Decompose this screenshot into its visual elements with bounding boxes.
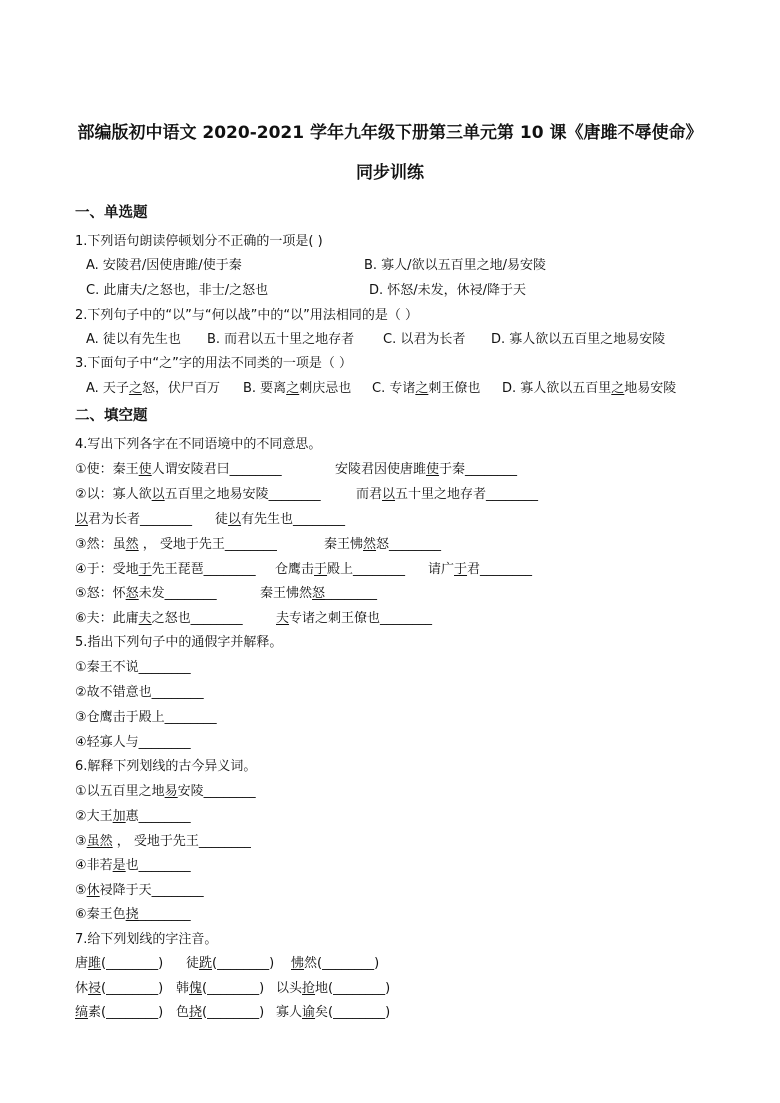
q6-item: ⑥秦王色挠________ — [75, 907, 191, 922]
q3-option-d: D. 寡人欲以五百里之地易安陵 — [502, 381, 677, 396]
q4-item: ③然：虽然 ， 受地于先王________ — [75, 537, 277, 552]
q5-item: ③仓鹰击于殿上________ — [75, 710, 217, 725]
q4-item: ④于：受地于先王琵琶________ — [75, 562, 256, 577]
q5-item: ①秦王不说________ — [75, 660, 191, 675]
q4-item: ①使：秦王使人谓安陵君曰________ — [75, 462, 282, 477]
q4-item: 请广于君________ — [428, 562, 533, 577]
q2-option-c: C. 以君为长者 — [383, 332, 466, 347]
q4-item: 秦王怫然怒________ — [324, 537, 442, 552]
q4-item: ⑤怒：怀怒未发________ — [75, 586, 217, 601]
q4-item: 秦王怫然怒________ — [260, 586, 378, 601]
q2-option-a: A. 徒以有先生也 — [86, 332, 181, 347]
q7-item: 休祲(________) — [75, 981, 164, 996]
q7-item: 以头抢地(________) — [276, 981, 391, 996]
q1-option-c: C. 此庸夫/之怒也，非士/之怒也 — [86, 283, 269, 298]
q4-item: 以君为长者________ — [75, 512, 193, 527]
q7-item: 缟素(________) — [75, 1005, 164, 1020]
q6-item: ①以五百里之地易安陵________ — [75, 784, 256, 799]
q5-item: ②故不错意也________ — [75, 685, 204, 700]
q2-option-b: B. 而君以五十里之地存者 — [207, 332, 355, 347]
q6-item: ④非若是也________ — [75, 858, 191, 873]
q6-item: ②大王加惠________ — [75, 809, 191, 824]
q7-item: 寡人谕矣(________) — [276, 1005, 391, 1020]
q6-item: ③虽然 ， 受地于先王________ — [75, 834, 251, 849]
q4-item: 徒以有先生也________ — [215, 512, 346, 527]
q4-item: 安陵君因使唐雎使于秦________ — [335, 462, 518, 477]
q3-stem: 3.下面句子中“之”字的用法不同类的一项是（ ） — [75, 356, 353, 371]
q5-stem: 5.指出下列句子中的通假字并解释。 — [75, 635, 283, 650]
q5-item: ④轻寡人与________ — [75, 735, 191, 750]
q7-item: 唐雎(________) — [75, 956, 164, 971]
q1-option-b: B. 寡人/欲以五百里之地/易安陵 — [364, 258, 546, 273]
q7-stem: 7.给下列划线的字注音。 — [75, 932, 218, 947]
q4-item: 夫专诸之刺王僚也________ — [276, 611, 433, 626]
doc-title-line2: 同步训练 — [356, 163, 424, 183]
section-heading-single-choice: 一、单选题 — [75, 205, 148, 221]
q4-item: ②以：寡人欲以五百里之地易安陵________ — [75, 487, 321, 502]
q1-stem: 1.下列语句朗读停顿划分不正确的一项是( ) — [75, 234, 323, 249]
q3-option-a: A. 天子之怒，伏尸百万 — [86, 381, 220, 396]
q4-stem: 4.写出下列各字在不同语境中的不同意思。 — [75, 437, 322, 452]
section-heading-fill-blank: 二、填空题 — [75, 408, 148, 424]
q3-option-c: C. 专诸之刺王僚也 — [372, 381, 481, 396]
q7-item: 韩傀(________) — [176, 981, 265, 996]
q7-item: 色挠(________) — [176, 1005, 265, 1020]
q6-item: ⑤休祲降于天________ — [75, 883, 204, 898]
q7-item: 徒跣(________) — [186, 956, 275, 971]
q1-option-a: A. 安陵君/因使唐雎/使于秦 — [86, 258, 242, 273]
q4-item: 仓鹰击于殿上________ — [275, 562, 406, 577]
q2-option-d: D. 寡人欲以五百里之地易安陵 — [491, 332, 666, 347]
q4-item: 而君以五十里之地存者________ — [356, 487, 539, 502]
q6-stem: 6.解释下列划线的古今异义词。 — [75, 759, 257, 774]
doc-title-line1: 部编版初中语文 2020-2021 学年九年级下册第三单元第 10 课《唐雎不辱使命》 — [77, 123, 703, 143]
q4-item: ⑥夫：此庸夫之怒也________ — [75, 611, 243, 626]
q3-option-b: B. 要离之刺庆忌也 — [243, 381, 352, 396]
q1-option-d: D. 怀怒/未发，休祲/降于天 — [369, 283, 527, 298]
q7-item: 怫然(________) — [291, 956, 380, 971]
q2-stem: 2.下列句子中的“以”与“何以战”中的“以”用法相同的是（ ） — [75, 308, 418, 323]
